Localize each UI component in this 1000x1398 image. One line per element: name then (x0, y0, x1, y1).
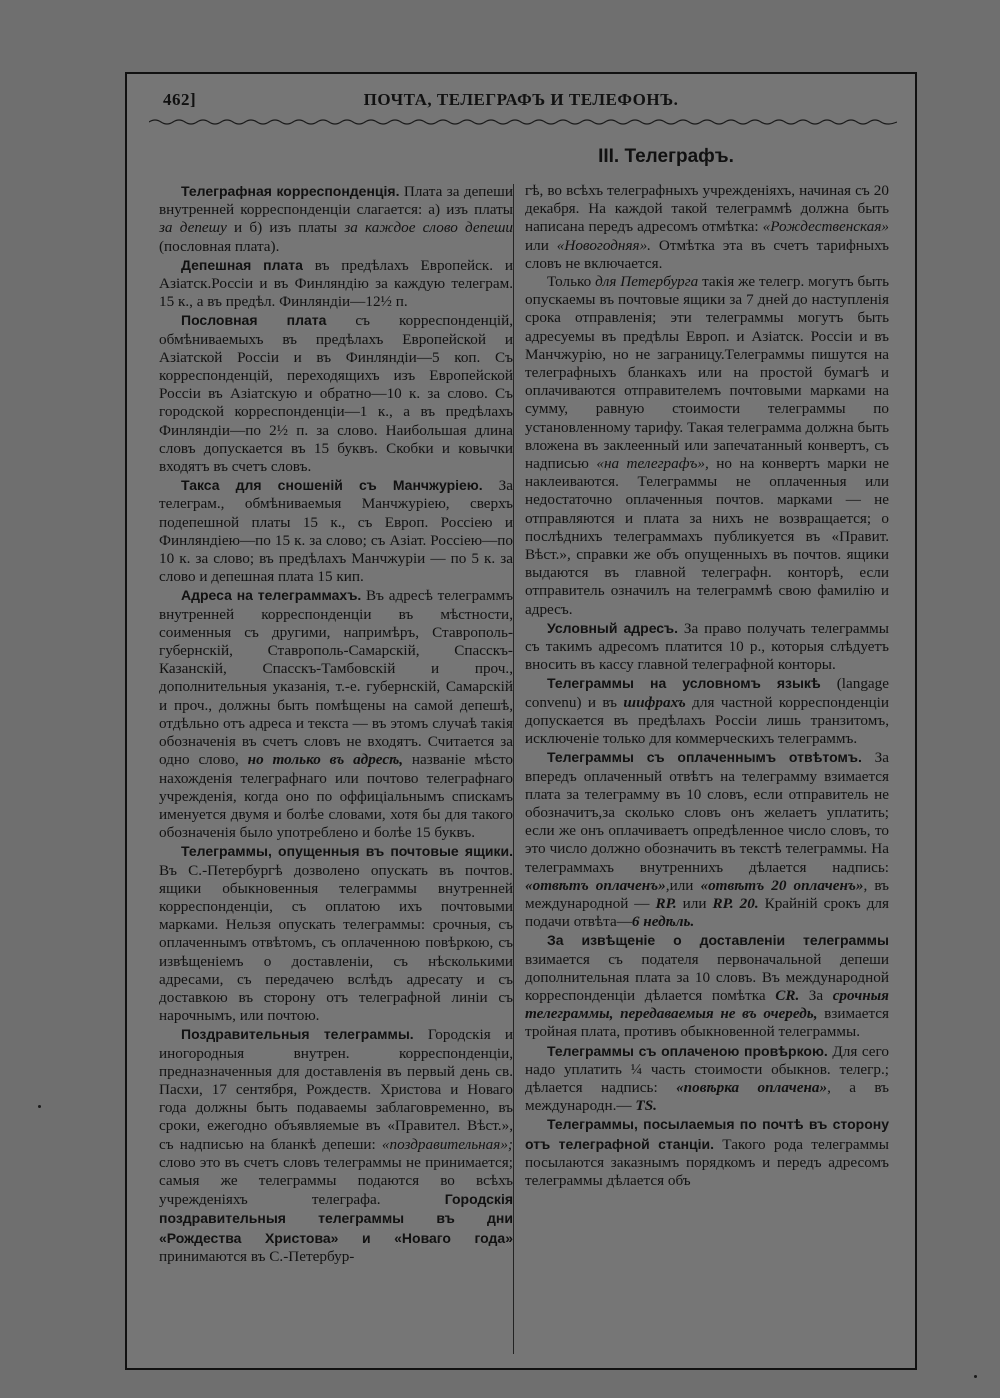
running-title: ПОЧТА, ТЕЛЕГРАФЪ И ТЕЛЕФОНЪ. (363, 90, 679, 109)
paragraph-heading: Условный адресъ. (547, 619, 679, 636)
paragraph-prepaid-reply: Телеграммы съ оплаченнымъ отвѣтомъ. За впередъ оплаченный отвѣтъ на телеграмму взимается плата за телеграмму въ 10 словъ, если отправитель не обозначитъ,за сколько словъ онъ желаетъ уплатить; если же онъ оплачиваетъ опредѣленное число словъ, то это число должно обозначить въ текстѣ телеграммы. На телеграммахъ внутреннихъ дѣлается надпись: «отвѣтъ оплаченъ»,или «отвѣтъ 20 оплаченъ», въ международной — RP. или RP. 20. Крайній срокъ для подачи отвѣта—6 недѣль. (525, 749, 889, 931)
section-title: III. Телеграфъ. (598, 146, 734, 167)
column-divider (513, 184, 514, 1354)
left-column (159, 182, 513, 1266)
running-header (163, 90, 879, 114)
paragraph-word-fee: Пословная плата съ корреспонденцій, обмѣниваемыхъ въ предѣлахъ Европейской и Азіатской Россіи и въ Финляндіи—5 коп. Съ корреспонденцій, переходящихъ изъ Европейской Россіи въ Азіатскую и обратно—10 к. за слово. Съ городской корреспонденціи—1 к., а въ предѣлахъ Финляндіи—по 2½ п. за слово. Наибольшая длина словъ допускается въ 15 буквъ. Скобки и ковычки входятъ въ счетъ словъ. (159, 312, 513, 476)
page-number: 462] (163, 90, 197, 109)
decorative-wavy-rule (149, 118, 897, 126)
paragraph-continuation: гѣ, во всѣхъ телеграфныхъ учрежденіяхъ, начиная съ 20 декабря. На каждой такой телеграммѣ должна быть написана передъ адресомъ отмѣтка: «Рождественская» или «Новогодняя». Отмѣтка эта въ счетъ тарифныхъ словъ не включается. (525, 182, 889, 272)
paragraph-greeting-telegrams: Поздравительныя телеграммы. Городскія и иногородныя внутрен. корреспонденціи, предназначенныя для доставленія въ первый день св. Пасхи, 17 сентября, Рождеств. Христова и Новаго года должны быть подаваемы заблаговременно, въ сроки, ежегодно объявляемые въ «Правител. Вѣст.», съ надписью на бланкѣ депеши: «поздравительная»; слово это въ счетъ словъ телеграммы не принимается; самыя же телеграммы подаются во всѣхъ учрежденіяхъ телеграфа. Городскія поздравительныя телеграммы въ дни «Рождества Христова» и «Новаго года» принимаются въ С.-Петербур- (159, 1026, 513, 1265)
paragraph-paid-verification: Телеграммы съ оплаченою провѣркою. Для сего надо уплатить ¼ часть стоимости обыкнов. телегр.; дѣлается надпись: «повѣрка оплачена», а въ международн.— TS. (525, 1042, 890, 1115)
paragraph-coded-language: Телеграммы на условномъ языкѣ (langage convenu) и въ шифрахъ для частной корреспонденціи допускается въ предѣлахъ Россіи лишь транзитомъ, исключеніе только для коммерческихъ телеграммъ. (525, 675, 889, 748)
paragraph-telegraph-correspondence: Телеграфная корреспонденція. Плата за депеши внутренней корреспонденціи слагается: а) изъ платы за депешу и б) изъ платы за каждое слово депеши (пословная плата). (159, 183, 513, 255)
paragraph-heading: За извѣщеніе о доставленіи телеграммы (547, 932, 889, 949)
right-column (525, 182, 889, 1190)
paragraph-delivery-notice: За извѣщеніе о доставленіи телеграммы взимается съ подателя первоначальной депеши дополнительная плата за 10 словъ. Въ международной корреспонденціи дѣлается помѣтка CR. За срочныя телеграммы, передаваемыя не въ очередь, взимается тройная плата, противъ обыкновенной телеграммы. (525, 932, 889, 1041)
paragraph-heading: Такса для сношеній съ Манчжуріею. (181, 477, 483, 494)
paragraph-dispatch-fee: Депешная плата въ предѣлахъ Европейск. и Азіатск.Россіи и въ Финляндію за каждую телеграм. 15 к., а въ предѣл. Финляндіи—12½ п. (159, 256, 513, 311)
paragraph-heading: Телеграммы, опущенныя въ почтовые ящики. (181, 843, 513, 860)
paragraph-heading: Адреса на телеграммахъ. (181, 587, 362, 604)
paragraph-addresses: Адреса на телеграммахъ. Въ адресѣ телеграммъ внутренней корреспонденціи въ мѣстности, соименныя съ другими, напримѣръ, Ставрополь-губернскій, Ставрополь-Самарскій, Спасскъ-Казанскій, Спасскъ-Тамбовскій и проч., дополнительныя указанія, т.-е. губернскій, Самарскій и проч., должны быть помѣщены на самой депешѣ, отдѣльно отъ адреса и текста — въ этомъ случаѣ такія обозначенія въ счетъ словъ не входятъ. Считается за одно слово, но только въ адресѣ, названіе мѣсто нахожденія телеграфнаго или почтово телеграфнаго учрежденія, когда оно по оффиціальнымъ спискамъ именуется двумя и болѣе словами, хотя бы для такого обозначенія было употреблено и болѣе 15 буквъ. (159, 587, 513, 842)
paragraph-conditional-address: Условный адресъ. За право получать телеграммы съ такимъ адресомъ платится 10 р., которыя слѣдуетъ вносить въ кассу главной телеграфной конторы. (525, 619, 889, 674)
paper-speck (974, 1375, 977, 1378)
paragraph-heading: Телеграммы съ оплаченою провѣркою. (547, 1042, 828, 1059)
paragraph-petersburg-mailbox: Только для Петербурга такія же телегр. могутъ быть опускаемы въ почтовые ящики за 7 дней до наступленія срока отправленія; эти телеграммы могутъ быть адресуемы въ предѣлы Европ. и Азіатск. Россіи и въ Манчжурію, но не заграницу.Телеграммы пишутся на телеграфныхъ бланкахъ или на простой бумагѣ и оплачиваются отправителемъ почтовыми марками на сумму, равную стоимости телеграммы по установленному тарифу. Такая телеграмма должна быть вложена въ заклеенный или запечатанный конвертъ, съ надписью «на телеграфъ», но на конвертъ марки не наклеиваются. Телеграммы не оплаченныя или недостаточно оплаченныя почтов. марками — не отправляются и плата за нихъ не возвращается; о послѣднихъ телеграммахъ публикуется въ «Правит. Вѣст.», справки же объ опущенныхъ въ почтов. ящики выдаются въ главной телеграфн. конторѣ, если отправитель означилъ на телеграммѣ свою фамилію и адресъ. (525, 273, 889, 618)
paragraph-postal-forwarding: Телеграммы, посылаемыя по почтѣ въ сторону отъ телеграфной станціи. Такого рода телеграммы посылаются заказнымъ порядкомъ и передъ адресомъ телеграммы дѣлается объ (525, 1116, 889, 1189)
paragraph-heading: Телеграммы съ оплаченнымъ отвѣтомъ. (547, 749, 862, 766)
paragraph-heading: Телеграфная корреспонденція. (181, 183, 400, 199)
paragraph-heading: Поздравительныя телеграммы. (181, 1026, 414, 1043)
paragraph-heading: Телеграммы на условномъ языкѣ (547, 675, 821, 692)
paragraph-mailbox-telegrams: Телеграммы, опущенныя въ почтовые ящики. Въ С.-Петербургѣ дозволено опускать въ почтов. ящики обыкновенныя телеграммы внутренней корреспонденціи, съ оплатою ихъ почтовыми марками. Нельзя опускать телеграммы: срочныя, съ оплаченнымъ отвѣтомъ, съ оплаченною повѣркою, съ извѣщеніемъ о доставленіи, съ нѣсколькими адресами, съ передачею вслѣдъ адресату и съ доставкою въ сторону отъ телеграфной линіи съ нарочнымъ, или почтою. (159, 843, 513, 1025)
paragraph-heading: Телеграммы, посылаемыя по почтѣ въ сторону отъ телеграфной станціи. (525, 1116, 889, 1152)
paragraph-manchuria-tariff: Такса для сношеній съ Манчжуріею. За телеграм., обмѣниваемыя Манчжуріею, сверхъ подепешной платы 15 к., съ Европ. Россіею и Финляндіею—по 15 к. за слово; съ Азіат. Россіею—по 10 к. за слово; въ предѣлахъ Манчжуріи — по 5 к. за слово и депешная плата 15 кип. (159, 477, 513, 586)
paragraph-heading: Пословная плата (181, 312, 327, 329)
paper-speck (38, 1105, 41, 1108)
paragraph-heading: Депешная плата (181, 256, 303, 273)
document-page (125, 72, 917, 1370)
